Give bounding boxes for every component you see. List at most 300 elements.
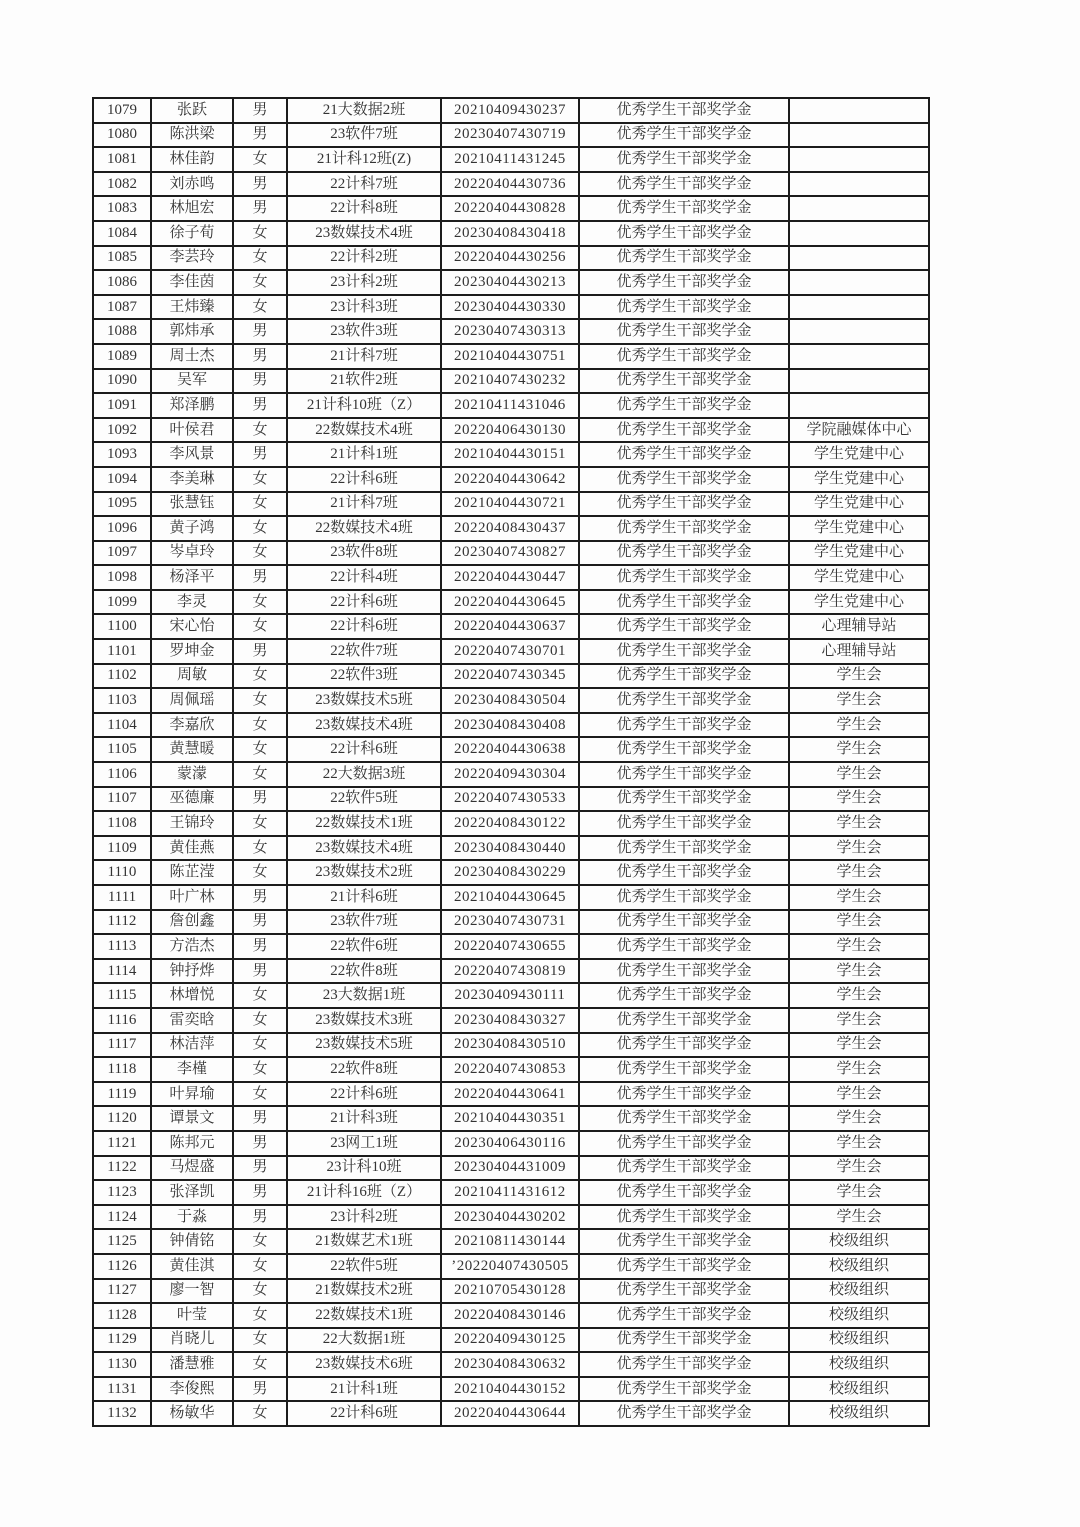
cell-student-id: 20230406430116	[441, 1131, 579, 1156]
cell-name: 于淼	[151, 1205, 233, 1230]
table-row	[93, 1205, 929, 1230]
table-row	[93, 688, 929, 713]
cell-gender: 女	[233, 1303, 287, 1328]
table-row	[93, 221, 929, 246]
cell-gender: 女	[233, 762, 287, 787]
cell-award: 优秀学生干部奖学金	[579, 393, 789, 418]
cell-gender: 女	[233, 737, 287, 762]
cell-name: 廖一智	[151, 1279, 233, 1304]
cell-award: 优秀学生干部奖学金	[579, 762, 789, 787]
cell-index: 1132	[93, 1401, 151, 1426]
cell-award: 优秀学生干部奖学金	[579, 639, 789, 664]
cell-index: 1104	[93, 713, 151, 738]
cell-name: 吴军	[151, 369, 233, 394]
cell-organization: 学生会	[789, 737, 929, 762]
cell-name: 叶广林	[151, 885, 233, 910]
cell-gender: 男	[233, 344, 287, 369]
cell-award: 优秀学生干部奖学金	[579, 737, 789, 762]
cell-gender: 男	[233, 1205, 287, 1230]
cell-award: 优秀学生干部奖学金	[579, 221, 789, 246]
table-row	[93, 1352, 929, 1377]
cell-award: 优秀学生干部奖学金	[579, 541, 789, 566]
cell-organization: 校级组织	[789, 1229, 929, 1254]
cell-class: 22数媒技术1班	[287, 811, 441, 836]
cell-class: 23数媒技术5班	[287, 1033, 441, 1058]
cell-student-id: 20220408430146	[441, 1303, 579, 1328]
cell-award: 优秀学生干部奖学金	[579, 1303, 789, 1328]
cell-index: 1098	[93, 565, 151, 590]
table-row	[93, 418, 929, 443]
cell-gender: 女	[233, 270, 287, 295]
cell-index: 1087	[93, 295, 151, 320]
table-row	[93, 246, 929, 271]
cell-class: 23计科2班	[287, 270, 441, 295]
table-row	[93, 737, 929, 762]
cell-student-id: 20220404430642	[441, 467, 579, 492]
cell-name: 蒙濛	[151, 762, 233, 787]
cell-award: 优秀学生干部奖学金	[579, 369, 789, 394]
table-row	[93, 959, 929, 984]
cell-gender: 男	[233, 934, 287, 959]
cell-index: 1129	[93, 1328, 151, 1353]
table-row	[93, 516, 929, 541]
table-row	[93, 1279, 929, 1304]
cell-name: 陈邦元	[151, 1131, 233, 1156]
cell-award: 优秀学生干部奖学金	[579, 1180, 789, 1205]
cell-index: 1116	[93, 1008, 151, 1033]
cell-student-id: 20210411431245	[441, 147, 579, 172]
cell-award: 优秀学生干部奖学金	[579, 1156, 789, 1181]
cell-organization: 学生会	[789, 1106, 929, 1131]
cell-class: 22软件3班	[287, 664, 441, 689]
cell-award: 优秀学生干部奖学金	[579, 1254, 789, 1279]
cell-organization	[789, 221, 929, 246]
table-row	[93, 467, 929, 492]
table-row	[93, 639, 929, 664]
cell-organization: 学生会	[789, 836, 929, 861]
cell-student-id: 20220404430736	[441, 172, 579, 197]
cell-gender: 女	[233, 1328, 287, 1353]
cell-organization: 心理辅导站	[789, 614, 929, 639]
cell-name: 方浩杰	[151, 934, 233, 959]
cell-name: 陈芷滢	[151, 860, 233, 885]
cell-class: 21计科1班	[287, 442, 441, 467]
cell-student-id: 20230408430408	[441, 713, 579, 738]
cell-organization: 学生党建中心	[789, 467, 929, 492]
cell-class: 23数媒技术2班	[287, 860, 441, 885]
table-row	[93, 664, 929, 689]
cell-class: 23大数据1班	[287, 983, 441, 1008]
cell-class: 23软件3班	[287, 319, 441, 344]
cell-gender: 男	[233, 123, 287, 148]
cell-index: 1100	[93, 614, 151, 639]
cell-organization: 学生会	[789, 688, 929, 713]
cell-name: 李灵	[151, 590, 233, 615]
cell-award: 优秀学生干部奖学金	[579, 885, 789, 910]
cell-index: 1125	[93, 1229, 151, 1254]
cell-index: 1123	[93, 1180, 151, 1205]
cell-student-id: 20230408430229	[441, 860, 579, 885]
cell-student-id: 20210409430237	[441, 98, 579, 123]
cell-student-id: 20230409430111	[441, 983, 579, 1008]
cell-organization: 学生会	[789, 787, 929, 812]
cell-index: 1121	[93, 1131, 151, 1156]
cell-organization	[789, 393, 929, 418]
cell-gender: 女	[233, 295, 287, 320]
cell-award: 优秀学生干部奖学金	[579, 1131, 789, 1156]
cell-name: 潘慧雅	[151, 1352, 233, 1377]
cell-name: 张泽凯	[151, 1180, 233, 1205]
scholarship-table-body	[93, 98, 929, 1426]
cell-organization	[789, 172, 929, 197]
cell-index: 1122	[93, 1156, 151, 1181]
cell-class: 21软件2班	[287, 369, 441, 394]
cell-gender: 女	[233, 246, 287, 271]
cell-student-id: 20230408430327	[441, 1008, 579, 1033]
cell-organization: 学生会	[789, 811, 929, 836]
cell-gender: 女	[233, 221, 287, 246]
cell-class: 22计科6班	[287, 467, 441, 492]
cell-organization: 学生会	[789, 762, 929, 787]
cell-organization	[789, 344, 929, 369]
cell-student-id: 20220404430828	[441, 196, 579, 221]
cell-class: 22软件6班	[287, 934, 441, 959]
cell-award: 优秀学生干部奖学金	[579, 418, 789, 443]
cell-award: 优秀学生干部奖学金	[579, 1229, 789, 1254]
cell-student-id: ’20220407430505	[441, 1254, 579, 1279]
cell-gender: 女	[233, 1082, 287, 1107]
cell-name: 罗坤金	[151, 639, 233, 664]
cell-award: 优秀学生干部奖学金	[579, 910, 789, 935]
table-row	[93, 836, 929, 861]
cell-name: 钟倩铭	[151, 1229, 233, 1254]
cell-award: 优秀学生干部奖学金	[579, 1279, 789, 1304]
cell-index: 1097	[93, 541, 151, 566]
cell-gender: 女	[233, 614, 287, 639]
cell-class: 21计科3班	[287, 1106, 441, 1131]
cell-name: 王锦玲	[151, 811, 233, 836]
cell-name: 叶侯君	[151, 418, 233, 443]
cell-gender: 女	[233, 664, 287, 689]
table-row	[93, 1008, 929, 1033]
cell-organization: 学生党建中心	[789, 492, 929, 517]
table-row	[93, 885, 929, 910]
cell-student-id: 20230407430731	[441, 910, 579, 935]
cell-organization: 学生会	[789, 959, 929, 984]
cell-index: 1094	[93, 467, 151, 492]
cell-organization: 校级组织	[789, 1254, 929, 1279]
cell-organization	[789, 270, 929, 295]
cell-organization: 学生会	[789, 1205, 929, 1230]
table-row	[93, 1057, 929, 1082]
cell-name: 钟抒烨	[151, 959, 233, 984]
cell-class: 23软件7班	[287, 910, 441, 935]
cell-organization: 学生会	[789, 1082, 929, 1107]
cell-name: 林佳韵	[151, 147, 233, 172]
cell-student-id: 20210811430144	[441, 1229, 579, 1254]
cell-gender: 男	[233, 1131, 287, 1156]
cell-award: 优秀学生干部奖学金	[579, 614, 789, 639]
cell-class: 22计科6班	[287, 737, 441, 762]
table-row	[93, 1328, 929, 1353]
cell-class: 23数媒技术4班	[287, 713, 441, 738]
cell-student-id: 20210411431046	[441, 393, 579, 418]
cell-organization: 学生会	[789, 664, 929, 689]
table-row	[93, 172, 929, 197]
cell-award: 优秀学生干部奖学金	[579, 1377, 789, 1402]
cell-student-id: 20210404430152	[441, 1377, 579, 1402]
cell-award: 优秀学生干部奖学金	[579, 467, 789, 492]
cell-class: 23网工1班	[287, 1131, 441, 1156]
cell-student-id: 20210404430751	[441, 344, 579, 369]
cell-gender: 女	[233, 1254, 287, 1279]
cell-award: 优秀学生干部奖学金	[579, 196, 789, 221]
cell-award: 优秀学生干部奖学金	[579, 983, 789, 1008]
cell-organization: 学生党建中心	[789, 541, 929, 566]
cell-class: 22数媒技术4班	[287, 418, 441, 443]
cell-class: 22数媒技术4班	[287, 516, 441, 541]
cell-gender: 女	[233, 467, 287, 492]
table-row	[93, 270, 929, 295]
cell-name: 李佳茵	[151, 270, 233, 295]
cell-index: 1086	[93, 270, 151, 295]
cell-gender: 女	[233, 1401, 287, 1426]
cell-index: 1084	[93, 221, 151, 246]
cell-class: 23软件7班	[287, 123, 441, 148]
cell-index: 1099	[93, 590, 151, 615]
cell-name: 张跃	[151, 98, 233, 123]
cell-index: 1108	[93, 811, 151, 836]
cell-organization	[789, 246, 929, 271]
cell-name: 肖晓儿	[151, 1328, 233, 1353]
cell-student-id: 20220407430853	[441, 1057, 579, 1082]
table-row	[93, 369, 929, 394]
cell-award: 优秀学生干部奖学金	[579, 147, 789, 172]
cell-index: 1083	[93, 196, 151, 221]
cell-class: 21数媒艺术1班	[287, 1229, 441, 1254]
cell-student-id: 20230404430330	[441, 295, 579, 320]
cell-gender: 女	[233, 541, 287, 566]
cell-award: 优秀学生干部奖学金	[579, 811, 789, 836]
cell-name: 巫德廉	[151, 787, 233, 812]
cell-student-id: 20210404430151	[441, 442, 579, 467]
cell-organization: 学生会	[789, 1180, 929, 1205]
cell-organization: 学生党建中心	[789, 442, 929, 467]
cell-class: 21计科1班	[287, 1377, 441, 1402]
cell-name: 李芸玲	[151, 246, 233, 271]
cell-gender: 男	[233, 1106, 287, 1131]
cell-organization: 学生会	[789, 885, 929, 910]
cell-index: 1115	[93, 983, 151, 1008]
cell-name: 王炜臻	[151, 295, 233, 320]
cell-class: 23计科10班	[287, 1156, 441, 1181]
cell-name: 郭炜承	[151, 319, 233, 344]
cell-organization: 学生党建中心	[789, 565, 929, 590]
cell-organization	[789, 98, 929, 123]
table-row	[93, 1180, 929, 1205]
cell-name: 黄佳淇	[151, 1254, 233, 1279]
cell-gender: 女	[233, 147, 287, 172]
table-row	[93, 1401, 929, 1426]
cell-organization: 学生会	[789, 1131, 929, 1156]
cell-name: 李风景	[151, 442, 233, 467]
cell-name: 黄慧暖	[151, 737, 233, 762]
cell-index: 1105	[93, 737, 151, 762]
cell-student-id: 20220407430819	[441, 959, 579, 984]
cell-student-id: 20230408430510	[441, 1033, 579, 1058]
cell-student-id: 20220407430655	[441, 934, 579, 959]
cell-index: 1117	[93, 1033, 151, 1058]
cell-gender: 女	[233, 516, 287, 541]
cell-award: 优秀学生干部奖学金	[579, 565, 789, 590]
cell-class: 21计科16班（Z）	[287, 1180, 441, 1205]
table-row	[93, 934, 929, 959]
cell-award: 优秀学生干部奖学金	[579, 959, 789, 984]
table-row	[93, 762, 929, 787]
cell-student-id: 20230407430313	[441, 319, 579, 344]
cell-name: 马煜盛	[151, 1156, 233, 1181]
cell-index: 1088	[93, 319, 151, 344]
cell-class: 22计科6班	[287, 614, 441, 639]
table-row	[93, 1082, 929, 1107]
cell-gender: 男	[233, 787, 287, 812]
cell-student-id: 20230404430213	[441, 270, 579, 295]
table-row	[93, 787, 929, 812]
cell-award: 优秀学生干部奖学金	[579, 590, 789, 615]
cell-award: 优秀学生干部奖学金	[579, 1082, 789, 1107]
table-row	[93, 196, 929, 221]
table-row	[93, 1106, 929, 1131]
cell-organization: 校级组织	[789, 1328, 929, 1353]
cell-student-id: 20210407430232	[441, 369, 579, 394]
cell-gender: 女	[233, 688, 287, 713]
cell-name: 李嘉欣	[151, 713, 233, 738]
cell-gender: 男	[233, 172, 287, 197]
cell-award: 优秀学生干部奖学金	[579, 1328, 789, 1353]
cell-index: 1092	[93, 418, 151, 443]
cell-student-id: 20210404430721	[441, 492, 579, 517]
cell-organization	[789, 319, 929, 344]
cell-student-id: 20220408430437	[441, 516, 579, 541]
cell-organization: 心理辅导站	[789, 639, 929, 664]
cell-gender: 女	[233, 492, 287, 517]
cell-award: 优秀学生干部奖学金	[579, 934, 789, 959]
cell-student-id: 20220407430701	[441, 639, 579, 664]
cell-gender: 男	[233, 1156, 287, 1181]
cell-index: 1093	[93, 442, 151, 467]
cell-class: 21大数据2班	[287, 98, 441, 123]
cell-name: 李俊熙	[151, 1377, 233, 1402]
cell-class: 22计科8班	[287, 196, 441, 221]
cell-class: 23数媒技术4班	[287, 836, 441, 861]
cell-name: 林洁萍	[151, 1033, 233, 1058]
table-row	[93, 1377, 929, 1402]
cell-index: 1103	[93, 688, 151, 713]
table-row	[93, 860, 929, 885]
cell-award: 优秀学生干部奖学金	[579, 295, 789, 320]
table-row	[93, 98, 929, 123]
cell-gender: 女	[233, 1033, 287, 1058]
cell-index: 1080	[93, 123, 151, 148]
cell-award: 优秀学生干部奖学金	[579, 270, 789, 295]
cell-gender: 男	[233, 565, 287, 590]
cell-class: 22计科2班	[287, 246, 441, 271]
table-row	[93, 983, 929, 1008]
cell-class: 23数媒技术4班	[287, 221, 441, 246]
table-row	[93, 1303, 929, 1328]
cell-class: 21计科7班	[287, 492, 441, 517]
cell-student-id: 20230408430418	[441, 221, 579, 246]
cell-index: 1114	[93, 959, 151, 984]
cell-class: 22数媒技术1班	[287, 1303, 441, 1328]
cell-index: 1079	[93, 98, 151, 123]
table-row	[93, 590, 929, 615]
cell-gender: 女	[233, 1352, 287, 1377]
cell-organization: 学院融媒体中心	[789, 418, 929, 443]
cell-organization	[789, 369, 929, 394]
cell-class: 23计科3班	[287, 295, 441, 320]
table-row	[93, 1254, 929, 1279]
cell-name: 张慧钰	[151, 492, 233, 517]
cell-name: 林旭宏	[151, 196, 233, 221]
table-row	[93, 442, 929, 467]
cell-class: 21计科6班	[287, 885, 441, 910]
cell-name: 黄佳燕	[151, 836, 233, 861]
cell-organization: 学生会	[789, 1156, 929, 1181]
cell-class: 22计科6班	[287, 1082, 441, 1107]
cell-award: 优秀学生干部奖学金	[579, 344, 789, 369]
cell-gender: 女	[233, 418, 287, 443]
cell-index: 1126	[93, 1254, 151, 1279]
table-row	[93, 614, 929, 639]
scholarship-table	[92, 97, 930, 1427]
cell-index: 1107	[93, 787, 151, 812]
cell-award: 优秀学生干部奖学金	[579, 98, 789, 123]
cell-award: 优秀学生干部奖学金	[579, 123, 789, 148]
cell-class: 22计科4班	[287, 565, 441, 590]
cell-index: 1109	[93, 836, 151, 861]
table-row	[93, 393, 929, 418]
cell-award: 优秀学生干部奖学金	[579, 442, 789, 467]
cell-class: 22计科6班	[287, 1401, 441, 1426]
cell-gender: 男	[233, 393, 287, 418]
cell-name: 叶莹	[151, 1303, 233, 1328]
cell-name: 黄子鸿	[151, 516, 233, 541]
cell-student-id: 20220409430125	[441, 1328, 579, 1353]
cell-name: 郑泽鹏	[151, 393, 233, 418]
cell-award: 优秀学生干部奖学金	[579, 1205, 789, 1230]
table-row	[93, 811, 929, 836]
cell-class: 21计科12班(Z)	[287, 147, 441, 172]
cell-award: 优秀学生干部奖学金	[579, 787, 789, 812]
cell-organization: 学生党建中心	[789, 590, 929, 615]
cell-class: 23软件8班	[287, 541, 441, 566]
cell-class: 22计科6班	[287, 590, 441, 615]
cell-organization: 校级组织	[789, 1303, 929, 1328]
cell-student-id: 20220404430637	[441, 614, 579, 639]
cell-class: 21数媒技术2班	[287, 1279, 441, 1304]
cell-student-id: 20220404430641	[441, 1082, 579, 1107]
cell-student-id: 20230408430632	[441, 1352, 579, 1377]
cell-organization	[789, 196, 929, 221]
table-row	[93, 344, 929, 369]
cell-award: 优秀学生干部奖学金	[579, 492, 789, 517]
cell-class: 22软件8班	[287, 1057, 441, 1082]
cell-name: 刘赤鸣	[151, 172, 233, 197]
cell-student-id: 20220404430447	[441, 565, 579, 590]
cell-organization: 学生会	[789, 934, 929, 959]
cell-gender: 男	[233, 885, 287, 910]
